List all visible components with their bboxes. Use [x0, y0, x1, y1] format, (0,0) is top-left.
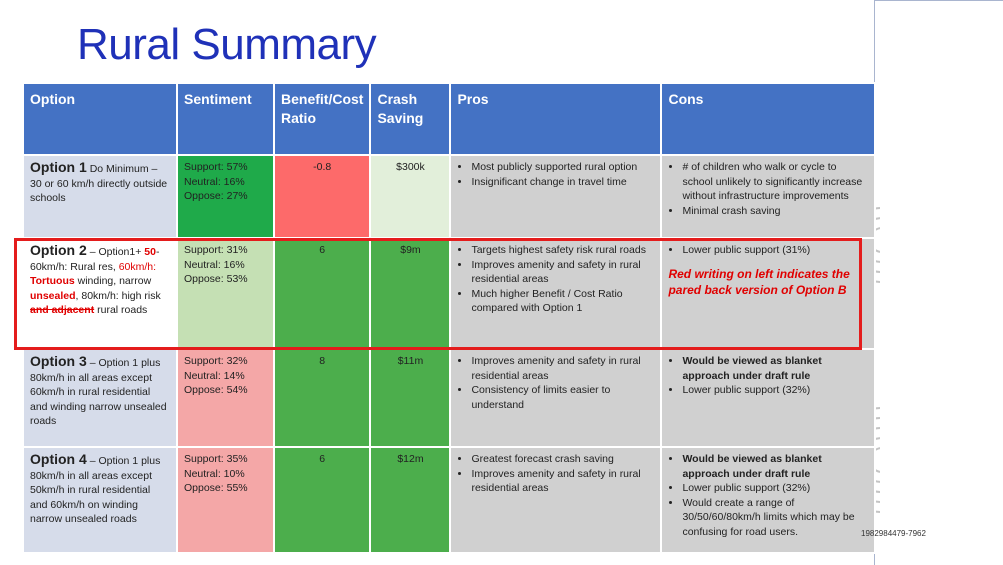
header-crash: Crash Saving [370, 83, 450, 155]
table-row [23, 349, 875, 447]
crash-cell: $300k [370, 155, 450, 238]
crash-cell: $12m [370, 447, 450, 553]
header-pros: Pros [450, 83, 661, 155]
option-label: Option 4 [30, 451, 87, 467]
header-row [23, 83, 875, 155]
option-desc: rural roads [94, 304, 148, 316]
oppose-value: Oppose: 54% [184, 384, 248, 396]
option-desc-struck: and adjacent [30, 304, 95, 316]
cons-item-bold: • Would be viewed as blanket approach under draft rule [682, 354, 868, 383]
option-cell [23, 155, 177, 238]
neutral-value: Neutral: 14% [184, 369, 245, 382]
ratio-cell: 8 [274, 349, 370, 447]
table-row [23, 155, 875, 238]
pros-cell [450, 238, 661, 349]
support-value: Support: 35% [184, 453, 248, 465]
header-ratio: Benefit/Cost Ratio [274, 83, 370, 155]
ratio-cell: -0.8 [274, 155, 370, 238]
option-desc-red: unsealed [30, 289, 76, 302]
cons-cell [661, 238, 875, 349]
cons-item: • Minimal crash saving [682, 204, 868, 219]
pros-cell [450, 349, 661, 447]
support-value: Support: 31% [184, 244, 248, 256]
cons-item: • Lower public support (32%) [682, 481, 868, 496]
cons-item: • Lower public support (32%) [682, 383, 868, 398]
crash-cell: $9m [370, 238, 450, 349]
pros-item: • Improves amenity and safety in rural residential areas [471, 354, 654, 383]
cons-item: • Would create a range of 30/50/60/80km/h limits which may be confusing for road users. [682, 496, 868, 540]
header-cons: Cons [661, 83, 875, 155]
cons-cell [661, 349, 875, 447]
option-desc: winding, narrow [74, 275, 152, 287]
pros-cell [450, 155, 661, 238]
oppose-value: Oppose: 27% [184, 190, 248, 202]
cons-item: • Lower public support (31%) [682, 243, 868, 258]
sentiment-cell [177, 155, 274, 238]
crash-cell: $11m [370, 349, 450, 447]
frame-line [874, 0, 1003, 1]
note-text: Red writing on left indicates the pared back version of Option B [668, 266, 850, 297]
neutral-value: Neutral: 16% [184, 175, 245, 188]
ratio-cell: 6 [274, 238, 370, 349]
option-desc-red: 50 [144, 246, 156, 258]
table-row [23, 238, 875, 349]
ratio-cell: 6 [274, 447, 370, 553]
option-label: Option 2 [30, 242, 87, 258]
header-sentiment: Sentiment [177, 83, 274, 155]
option-label: Option 3 [30, 353, 87, 369]
cons-cell [661, 447, 875, 553]
sentiment-cell [177, 349, 274, 447]
option-desc-red: Tortuous [30, 275, 75, 287]
pros-item: • Targets highest safety risk rural roads [471, 243, 654, 258]
option-cell [23, 447, 177, 553]
option-desc-red: 60km/h: [118, 260, 157, 273]
cons-item-bold: • Would be viewed as blanket approach under draft rule [682, 452, 868, 481]
oppose-value: Oppose: 53% [184, 273, 248, 285]
pros-item: • Most publicly supported rural option [471, 160, 654, 175]
option-desc: – Option 1 plus 80km/h in all areas except 50km/h in rural residential and 60km/h on winding narrow unsealed roads [30, 455, 161, 525]
pros-item: • Improves amenity and safety in rural residential areas [471, 258, 654, 287]
pros-item: • Much higher Benefit / Cost Ratio compared with Option 1 [471, 287, 654, 316]
sentiment-cell [177, 238, 274, 349]
option-desc: Do Minimum – 30 or 60 km/h directly outside schools [30, 163, 168, 204]
pros-item: • Insignificant change in travel time [471, 175, 654, 190]
support-value: Support: 57% [184, 161, 248, 173]
pros-cell [450, 447, 661, 553]
neutral-value: Neutral: 16% [184, 258, 245, 271]
option-cell [23, 349, 177, 447]
sentiment-cell [177, 447, 274, 553]
option-label: Option 1 [30, 159, 87, 175]
table-row [23, 447, 875, 553]
option-desc: – Option 1 plus 80km/h in all areas except 60km/h in rural residential and winding narrow unsealed roads [30, 357, 167, 427]
option-cell [23, 238, 177, 349]
pros-item: • Greatest forecast crash saving [471, 452, 654, 467]
header-option: Option [23, 83, 177, 155]
page-title: Rural Summary [77, 20, 377, 69]
cons-cell [661, 155, 875, 238]
document-id: 1982984479-7962 [861, 529, 926, 538]
neutral-value: Neutral: 10% [184, 467, 245, 480]
oppose-value: Oppose: 55% [184, 482, 248, 494]
pros-item: • Improves amenity and safety in rural residential areas [471, 467, 654, 496]
support-value: Support: 32% [184, 355, 248, 367]
option-desc: , 80km/h: high risk [75, 289, 161, 302]
summary-table [22, 82, 876, 554]
option-desc: -60km/h: Rural res, [30, 246, 160, 273]
option-desc: – Option1+ [86, 246, 145, 258]
cons-item: • # of children who walk or cycle to school unlikely to significantly increase without infrastructure improvements [682, 160, 868, 204]
pros-item: • Consistency of limits easier to understand [471, 383, 654, 412]
